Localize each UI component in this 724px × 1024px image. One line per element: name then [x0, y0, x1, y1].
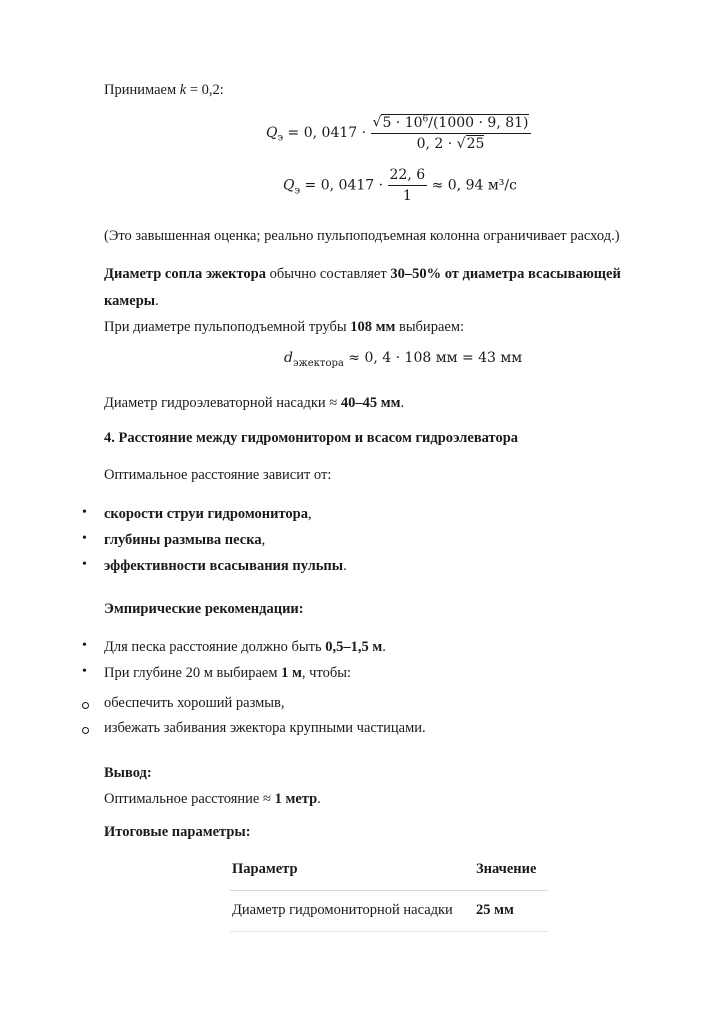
table-cell: Диаметр гидромониторной насадки [230, 891, 474, 932]
formula-flow-2: $Q_э = 0$, 0417 · $\frac{22, 6}{1}$ ≈ 0, 94 м³/с [283, 167, 517, 204]
conclusion-text: Оптимальное расстояние ≈ 1 метр. [104, 791, 321, 807]
column-header: Значение [474, 852, 548, 891]
column-header: Параметр [230, 852, 474, 891]
optimal-intro: Оптимальное расстояние зависит от: [104, 467, 332, 483]
circle-bullet-icon [82, 727, 89, 734]
rec-item: При глубине 20 м выбираем 1 м, чтобы: [104, 665, 352, 681]
subrec-item: избежать забивания эжектора крупными частицами. [104, 720, 426, 736]
pipe-text: При диаметре пульпоподъемной трубы 108 мм выбираем: [104, 319, 465, 335]
bullet-icon: • [82, 664, 87, 679]
empirical-heading: Эмпирические рекомендации: [104, 601, 304, 617]
bullet-icon: • [82, 638, 87, 653]
factor-item: эффективности всасывания пульпы. [104, 558, 347, 574]
factor-item: скорости струи гидромонитора, [104, 506, 312, 522]
intro-line: Принимаем k = 0,2: [104, 82, 224, 98]
factor-item: глубины размыва песка, [104, 532, 266, 548]
table-row [230, 891, 548, 932]
estimate-note: (Это завышенная оценка; реально пульпоподъемная колонна ограничивает расход.) [104, 228, 620, 244]
formula-ejector-diameter: $d_{эжектора} \approx 0$, 4 · 108 мм = 43 мм [284, 350, 523, 369]
params-table [230, 852, 548, 932]
final-params-heading: Итоговые параметры: [104, 824, 251, 840]
bullet-icon: • [82, 557, 87, 572]
rec-item: Для песка расстояние должно быть 0,5–1,5 м. [104, 639, 386, 655]
section-4-heading: 4. Расстояние между гидромонитором и всасом гидроэлеватора [104, 430, 519, 446]
bullet-icon: • [82, 505, 87, 520]
circle-bullet-icon [82, 702, 89, 709]
table-header-row [230, 852, 548, 891]
nozzle-text-line2: камеры. [104, 293, 159, 309]
subrec-item: обеспечить хороший размыв, [104, 695, 285, 711]
table-cell: 25 мм [474, 891, 548, 932]
formula-flow-1: $Q_э = 0$, 0417 · $\frac{√5 \cdot 10^6/(1000 \cdot 9, 81)}{0, 2 \cdot √25}$ [266, 114, 529, 152]
bullet-icon: • [82, 531, 87, 546]
nozzle-text-line1: Диаметр сопла эжектора обычно составляет 30–50% от диаметра всасывающей [104, 266, 621, 282]
hydro-nozzle-text: Диаметр гидроэлеваторной насадки ≈ 40–45 мм. [104, 395, 405, 411]
conclusion-heading: Вывод: [104, 765, 152, 781]
